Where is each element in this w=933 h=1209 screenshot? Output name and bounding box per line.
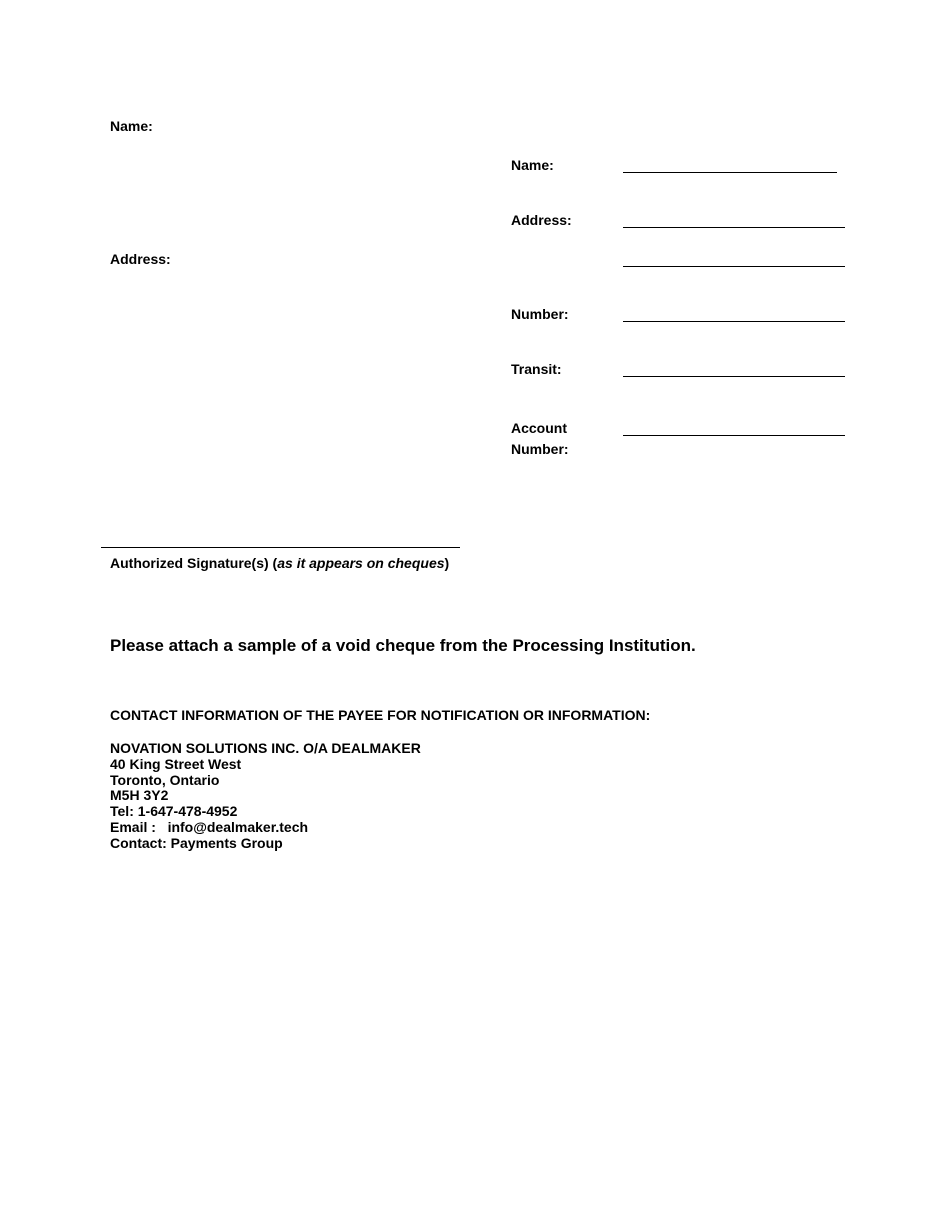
right-address-line-1[interactable] <box>623 227 845 228</box>
right-address-label: Address: <box>511 212 572 228</box>
contact-heading: CONTACT INFORMATION OF THE PAYEE FOR NOTIFICATION OR INFORMATION: <box>110 707 651 723</box>
left-address-label: Address: <box>110 251 171 267</box>
right-address-line-2[interactable] <box>623 266 845 267</box>
signature-line[interactable] <box>101 547 460 548</box>
right-number-line[interactable] <box>623 321 845 322</box>
signature-label-suffix: ) <box>444 555 450 571</box>
signature-label-prefix: Authorized Signature(s) ( <box>110 555 278 571</box>
right-name-label: Name: <box>511 157 554 173</box>
right-account-label-line1: Account <box>511 420 567 436</box>
right-number-label: Number: <box>511 306 569 322</box>
right-transit-line[interactable] <box>623 376 845 377</box>
right-account-label-line2: Number: <box>511 441 569 457</box>
contact-email: Email : info@dealmaker.tech <box>110 818 309 835</box>
left-name-label: Name: <box>110 118 153 134</box>
void-cheque-notice: Please attach a sample of a void cheque from the Processing Institution. <box>110 636 696 655</box>
contact-block <box>110 741 421 852</box>
contact-company: NOVATION SOLUTIONS INC. O/A DEALMAKER <box>110 740 421 756</box>
contact-postal: M5H 3Y2 <box>110 787 169 804</box>
signature-label <box>110 555 449 571</box>
contact-person: Contact: Payments Group <box>110 834 283 851</box>
right-account-line[interactable] <box>623 435 845 436</box>
right-transit-label: Transit: <box>511 361 562 377</box>
contact-street: 40 King Street West <box>110 755 242 772</box>
right-name-line[interactable] <box>623 172 837 173</box>
contact-city: Toronto, Ontario <box>110 771 220 788</box>
signature-label-italic: as it appears on cheques <box>277 555 445 571</box>
contact-tel: Tel: 1-647-478-4952 <box>110 803 238 820</box>
